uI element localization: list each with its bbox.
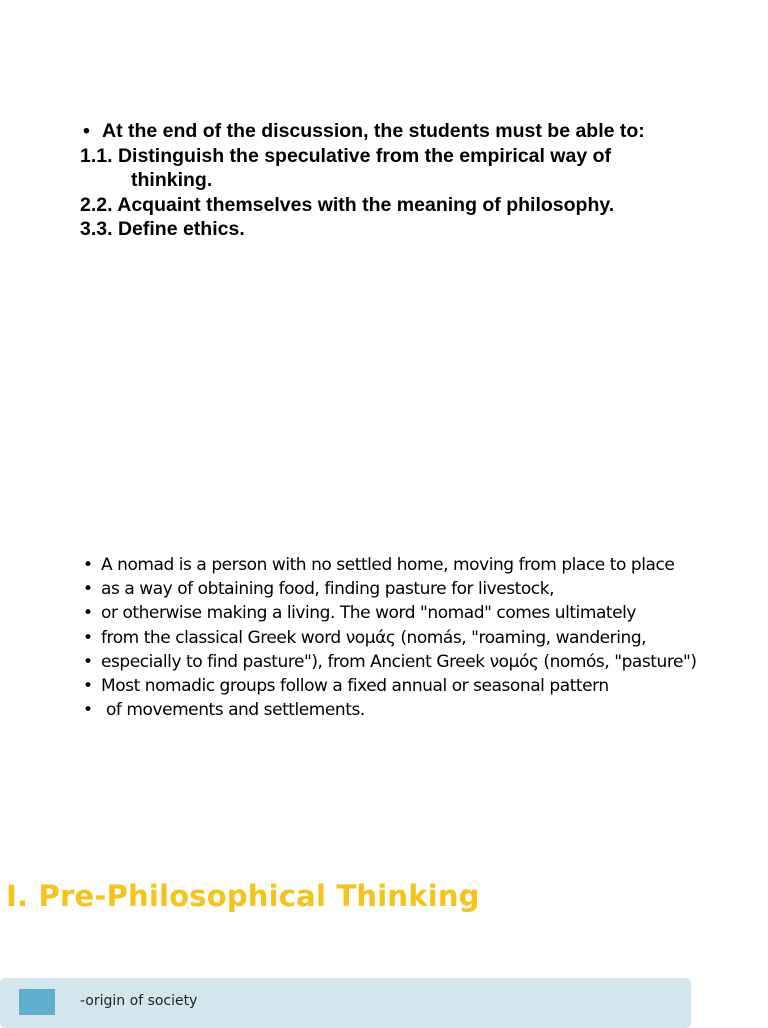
list-item-text: A nomad is a person with no settled home, moving from place to place [101, 555, 675, 575]
bullet-icon: • [83, 555, 94, 575]
list-item [80, 601, 768, 625]
list-item [80, 698, 768, 722]
list-item-text: of movements and settlements. [101, 700, 365, 721]
origin-label: -origin of society [80, 993, 198, 1009]
objective-number: 3.3. [80, 218, 113, 240]
objective-text: Acquaint themselves with the meaning of philosophy. [117, 193, 615, 216]
objective-item [80, 193, 760, 218]
list-item-text: especially to find pasture"), from Ancient Greek νομός (nomós, "pasture") [101, 651, 697, 672]
bullet-icon: • [83, 579, 94, 600]
objective-number: 2.2. [80, 193, 113, 216]
bullet-icon: • [83, 120, 90, 142]
bullet-icon: • [83, 700, 94, 721]
bullet-icon: • [83, 676, 94, 697]
list-item [80, 674, 768, 698]
list-item [80, 626, 768, 650]
list-item-text: Most nomadic groups follow a fixed annual or seasonal pattern [101, 676, 609, 697]
square-marker-icon [19, 989, 55, 1015]
bullet-icon: • [83, 651, 94, 672]
objective-number: 1.1. [80, 144, 113, 167]
list-item [80, 577, 768, 601]
nomad-definition-list [80, 553, 768, 722]
objective-item [80, 217, 760, 242]
section-heading: I. Pre-Philosophical Thinking [6, 879, 480, 913]
objective-continuation: thinking. [131, 169, 213, 191]
learning-objectives [80, 119, 760, 242]
objective-text: Define ethics. [117, 218, 245, 240]
origin-banner [0, 978, 691, 1028]
list-item-text: from the classical Greek word νομάς (nomás, "roaming, wandering, [101, 627, 647, 648]
objectives-intro-line [80, 119, 760, 144]
objective-item [80, 144, 760, 169]
list-item [80, 650, 768, 674]
bullet-icon: • [83, 627, 94, 648]
list-item [80, 553, 768, 577]
objective-text: Distinguish the speculative from the empirical way of [117, 144, 611, 167]
list-item-text: as a way of obtaining food, finding pasture for livestock, [101, 579, 555, 600]
list-item-text: or otherwise making a living. The word "nomad" comes ultimately [101, 603, 637, 624]
bullet-icon: • [83, 603, 94, 624]
objectives-intro: At the end of the discussion, the students must be able to: [102, 120, 645, 142]
